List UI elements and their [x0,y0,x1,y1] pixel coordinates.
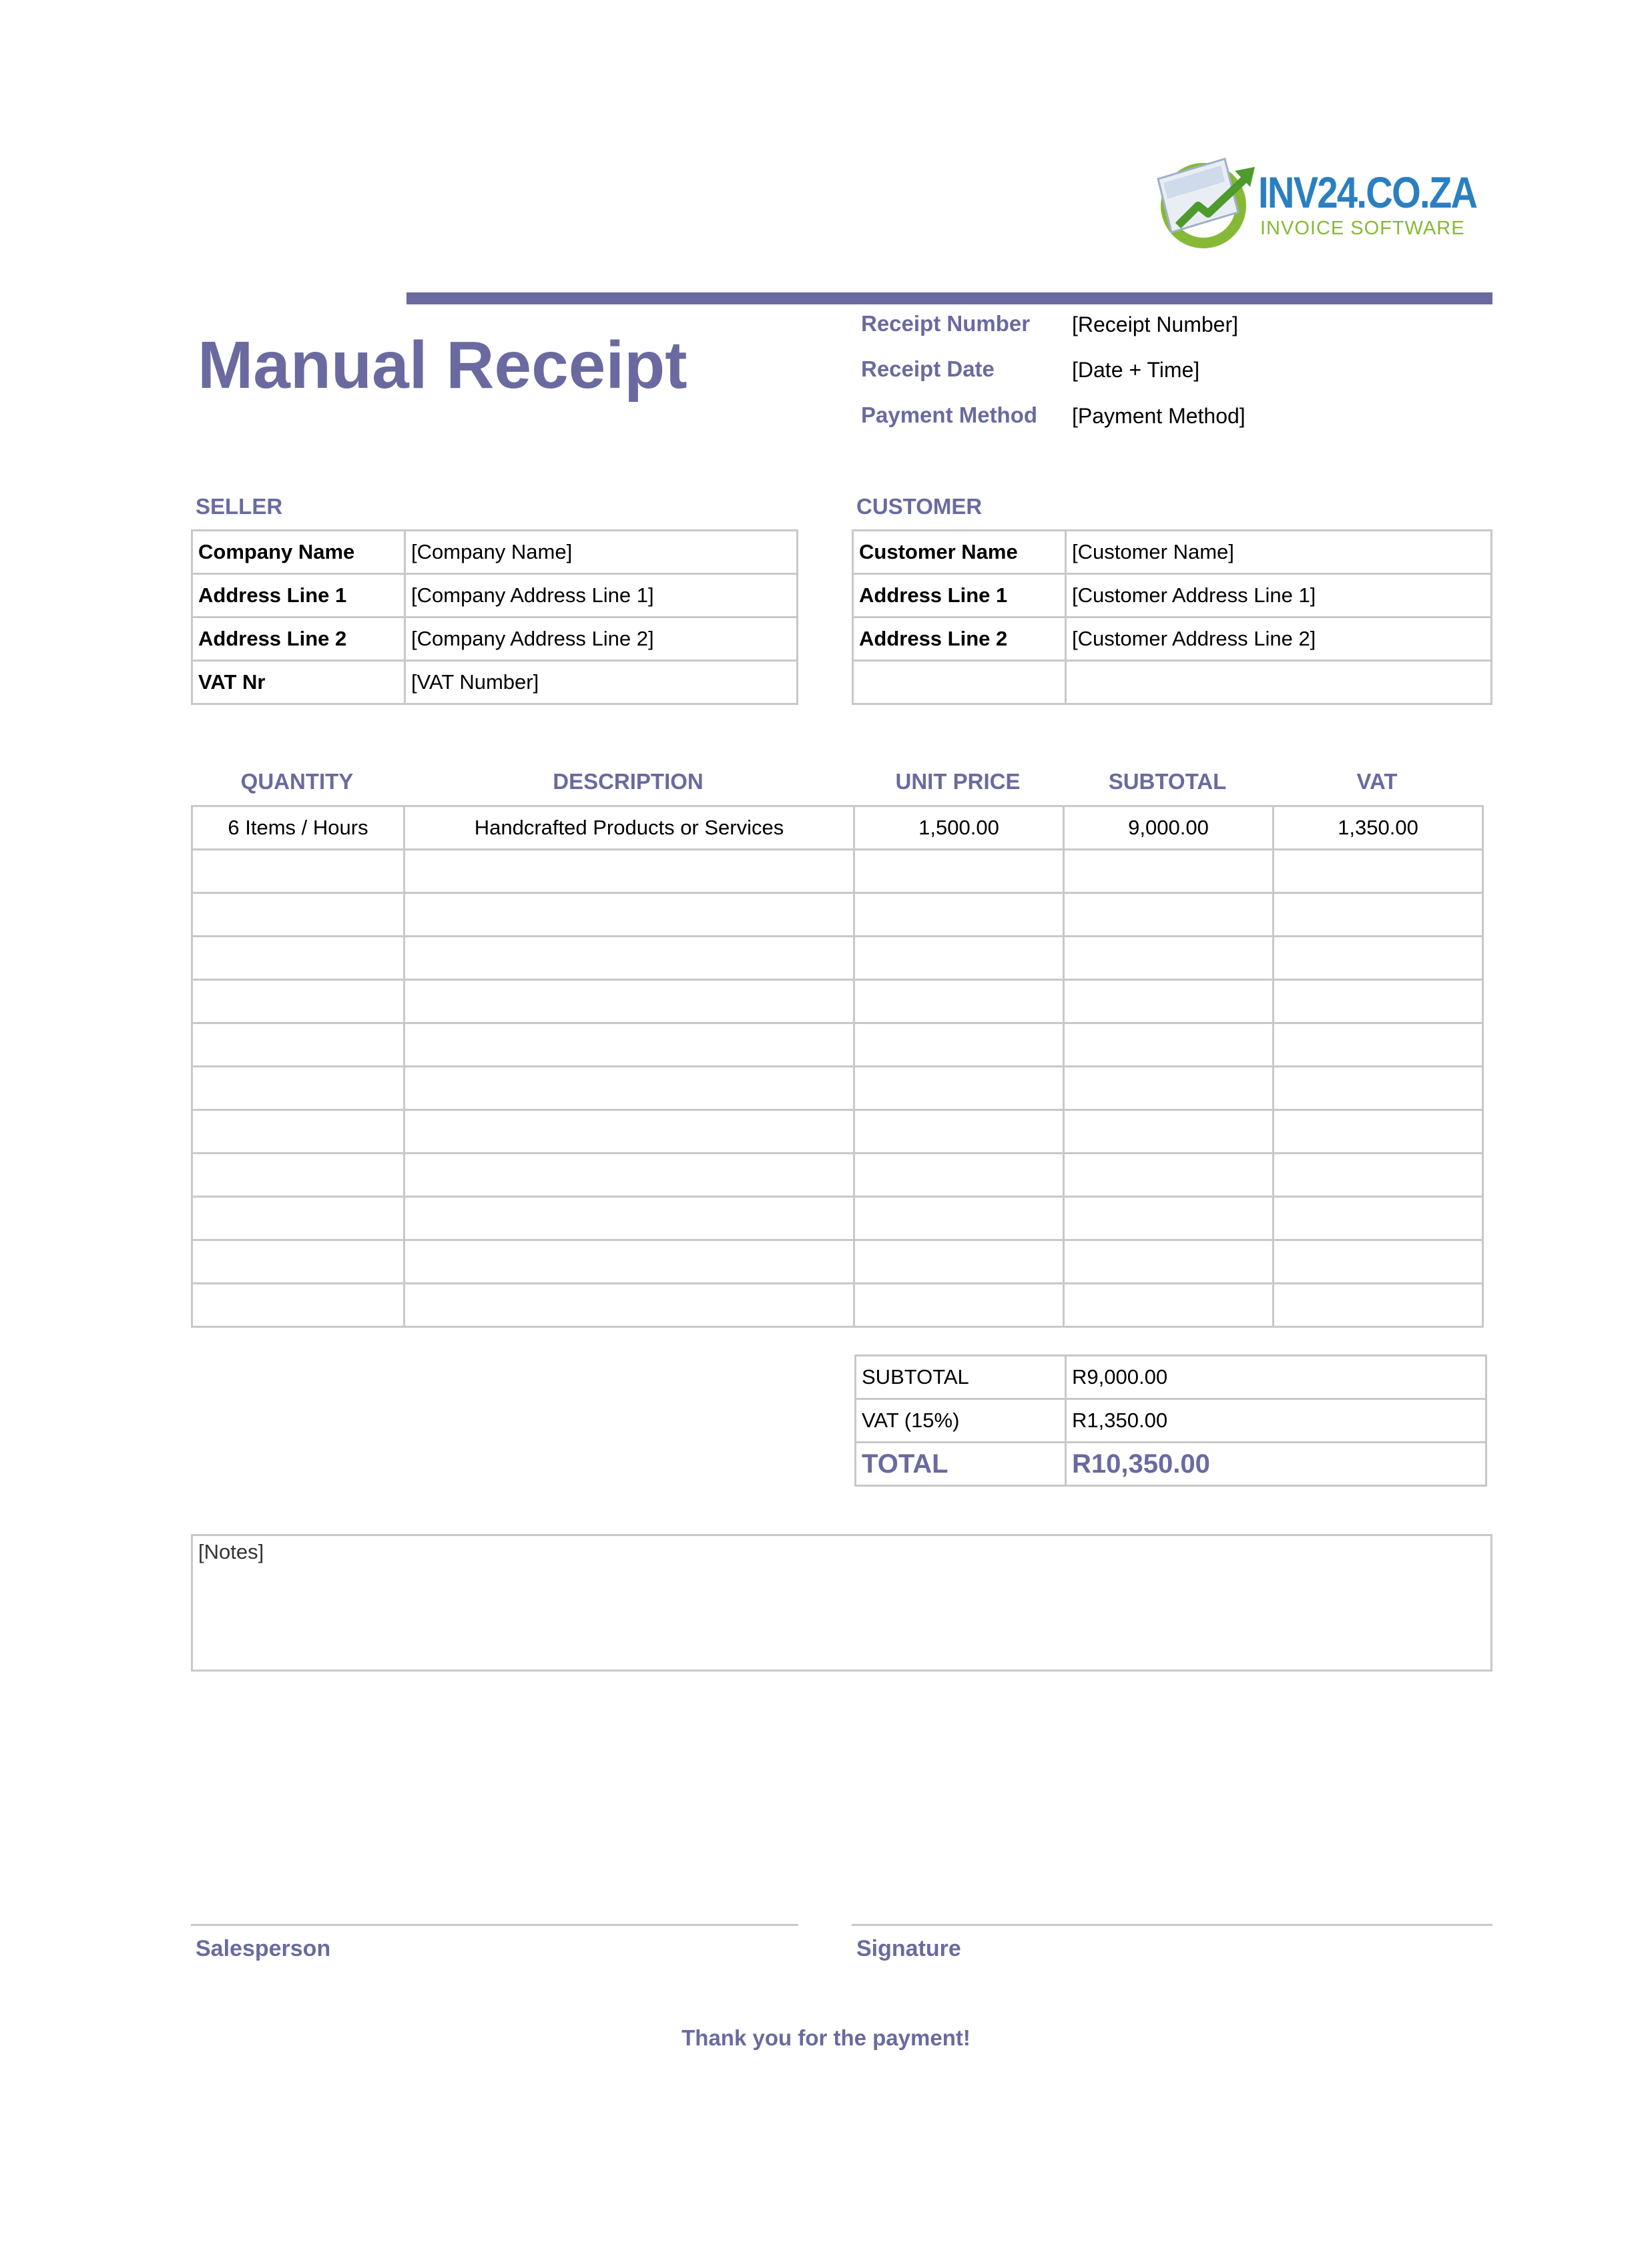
receipt-number-label: Receipt Number [861,311,1031,336]
subtotal-cell [1064,1240,1274,1284]
quantity-cell [192,850,404,893]
quantity-cell [192,1023,404,1067]
description-cell [404,1197,854,1240]
vat-cell [1274,1284,1483,1327]
thank-you-message: Thank you for the payment! [681,2025,971,2050]
customer-label: Address Line 2 [853,617,1066,661]
description-cell [404,893,854,937]
vat-cell [1274,980,1483,1023]
table-row [192,1023,1483,1067]
subtotal-cell [1064,1197,1274,1240]
customer-label [853,661,1066,704]
unit-price-cell: 1,500.00 [854,806,1064,850]
logo-icon [1151,152,1258,259]
table-row [192,980,1483,1023]
unit-price-cell [854,980,1064,1023]
customer-label: Customer Name [853,531,1066,574]
description-cell [404,1240,854,1284]
seller-value: [Company Address Line 2] [405,617,798,661]
vat-cell [1274,937,1483,980]
col-quantity-header: QUANTITY [240,769,354,794]
description-cell [404,1110,854,1154]
subtotal-cell [1064,893,1274,937]
quantity-cell [192,980,404,1023]
quantity-cell [192,1284,404,1327]
vat-value: R1,350.00 [1066,1399,1486,1443]
vat-label: VAT (15%) [856,1399,1066,1443]
description-cell [404,850,854,893]
vat-cell [1274,850,1483,893]
seller-label: VAT Nr [192,661,405,704]
totals-table [854,1354,1487,1487]
table-row [192,937,1483,980]
unit-price-cell [854,1067,1064,1110]
quantity-cell [192,1154,404,1197]
quantity-cell [192,1197,404,1240]
seller-label: Company Name [192,531,405,574]
logo-tagline: INVOICE SOFTWARE [1260,218,1465,239]
total-value: R10,350.00 [1066,1443,1486,1486]
quantity-cell [192,1110,404,1154]
notes-text: [Notes] [198,1540,264,1563]
customer-value: [Customer Address Line 1] [1066,574,1492,617]
table-row [853,617,1492,661]
unit-price-cell [854,1154,1064,1197]
vat-cell: 1,350.00 [1274,806,1483,850]
logo-name: INV24.CO.ZA [1258,168,1477,217]
table-row [192,1110,1483,1154]
customer-label: Address Line 1 [853,574,1066,617]
unit-price-cell [854,1197,1064,1240]
receipt-number-value: [Receipt Number] [1072,312,1238,336]
vat-cell [1274,1240,1483,1284]
table-row [192,850,1483,893]
salesperson-label: Salesperson [196,1936,331,1961]
notes-box[interactable] [191,1534,1492,1672]
seller-value: [VAT Number] [405,661,798,704]
subtotal-cell [1064,1154,1274,1197]
items-table [191,805,1484,1328]
col-vat-header: VAT [1356,769,1398,794]
description-cell: Handcrafted Products or Services [404,806,854,850]
unit-price-cell [854,1110,1064,1154]
subtotal-cell [1064,1023,1274,1067]
col-unit-price-header: UNIT PRICE [895,769,1021,794]
quantity-cell [192,937,404,980]
seller-label: Address Line 1 [192,574,405,617]
payment-method-label: Payment Method [861,403,1038,427]
unit-price-cell [854,1023,1064,1067]
vat-cell [1274,1154,1483,1197]
description-cell [404,937,854,980]
vat-cell [1274,1110,1483,1154]
table-row [192,1240,1483,1284]
subtotal-cell [1064,937,1274,980]
unit-price-cell [854,937,1064,980]
table-row [192,1154,1483,1197]
vat-row [856,1399,1486,1443]
quantity-cell [192,1240,404,1284]
total-label: TOTAL [856,1443,1066,1486]
receipt-date-value: [Date + Time] [1072,358,1200,382]
seller-label: Address Line 2 [192,617,405,661]
col-description-header: DESCRIPTION [553,769,704,794]
table-row [853,574,1492,617]
quantity-cell [192,893,404,937]
total-row [856,1443,1486,1486]
table-row [192,806,1483,850]
description-cell [404,1067,854,1110]
unit-price-cell [854,893,1064,937]
subtotal-cell: 9,000.00 [1064,806,1274,850]
customer-value: [Customer Address Line 2] [1066,617,1492,661]
subtotal-label: SUBTOTAL [856,1356,1066,1399]
description-cell [404,1023,854,1067]
unit-price-cell [854,850,1064,893]
col-subtotal-header: SUBTOTAL [1108,769,1227,794]
quantity-cell: 6 Items / Hours [192,806,404,850]
customer-value [1066,661,1492,704]
table-row [192,574,798,617]
page-title: Manual Receipt [198,328,687,403]
subtotal-row [856,1356,1486,1399]
seller-value: [Company Name] [405,531,798,574]
vat-cell [1274,893,1483,937]
customer-value: [Customer Name] [1066,531,1492,574]
unit-price-cell [854,1240,1064,1284]
unit-price-cell [854,1284,1064,1327]
customer-table [852,529,1492,705]
seller-table [191,529,798,705]
description-cell [404,1154,854,1197]
table-row [192,1197,1483,1240]
signature-label: Signature [856,1936,961,1961]
table-row [192,893,1483,937]
table-row [853,661,1492,704]
signature-line [852,1924,1492,1926]
table-row [853,531,1492,574]
description-cell [404,1284,854,1327]
receipt-date-label: Receipt Date [861,356,995,381]
vat-cell [1274,1197,1483,1240]
table-row [192,1067,1483,1110]
subtotal-cell [1064,1284,1274,1327]
table-row [192,661,798,704]
table-row [192,531,798,574]
header-rule [406,292,1492,304]
vat-cell [1274,1067,1483,1110]
table-row [192,1284,1483,1327]
vat-cell [1274,1023,1483,1067]
subtotal-cell [1064,980,1274,1023]
table-row [192,617,798,661]
description-cell [404,980,854,1023]
payment-method-value: [Payment Method] [1072,404,1246,428]
company-logo [1151,152,1477,259]
subtotal-value: R9,000.00 [1066,1356,1486,1399]
salesperson-line [191,1924,798,1926]
seller-value: [Company Address Line 1] [405,574,798,617]
subtotal-cell [1064,1067,1274,1110]
quantity-cell [192,1067,404,1110]
customer-heading: CUSTOMER [856,494,983,519]
subtotal-cell [1064,1110,1274,1154]
subtotal-cell [1064,850,1274,893]
seller-heading: SELLER [196,494,283,519]
